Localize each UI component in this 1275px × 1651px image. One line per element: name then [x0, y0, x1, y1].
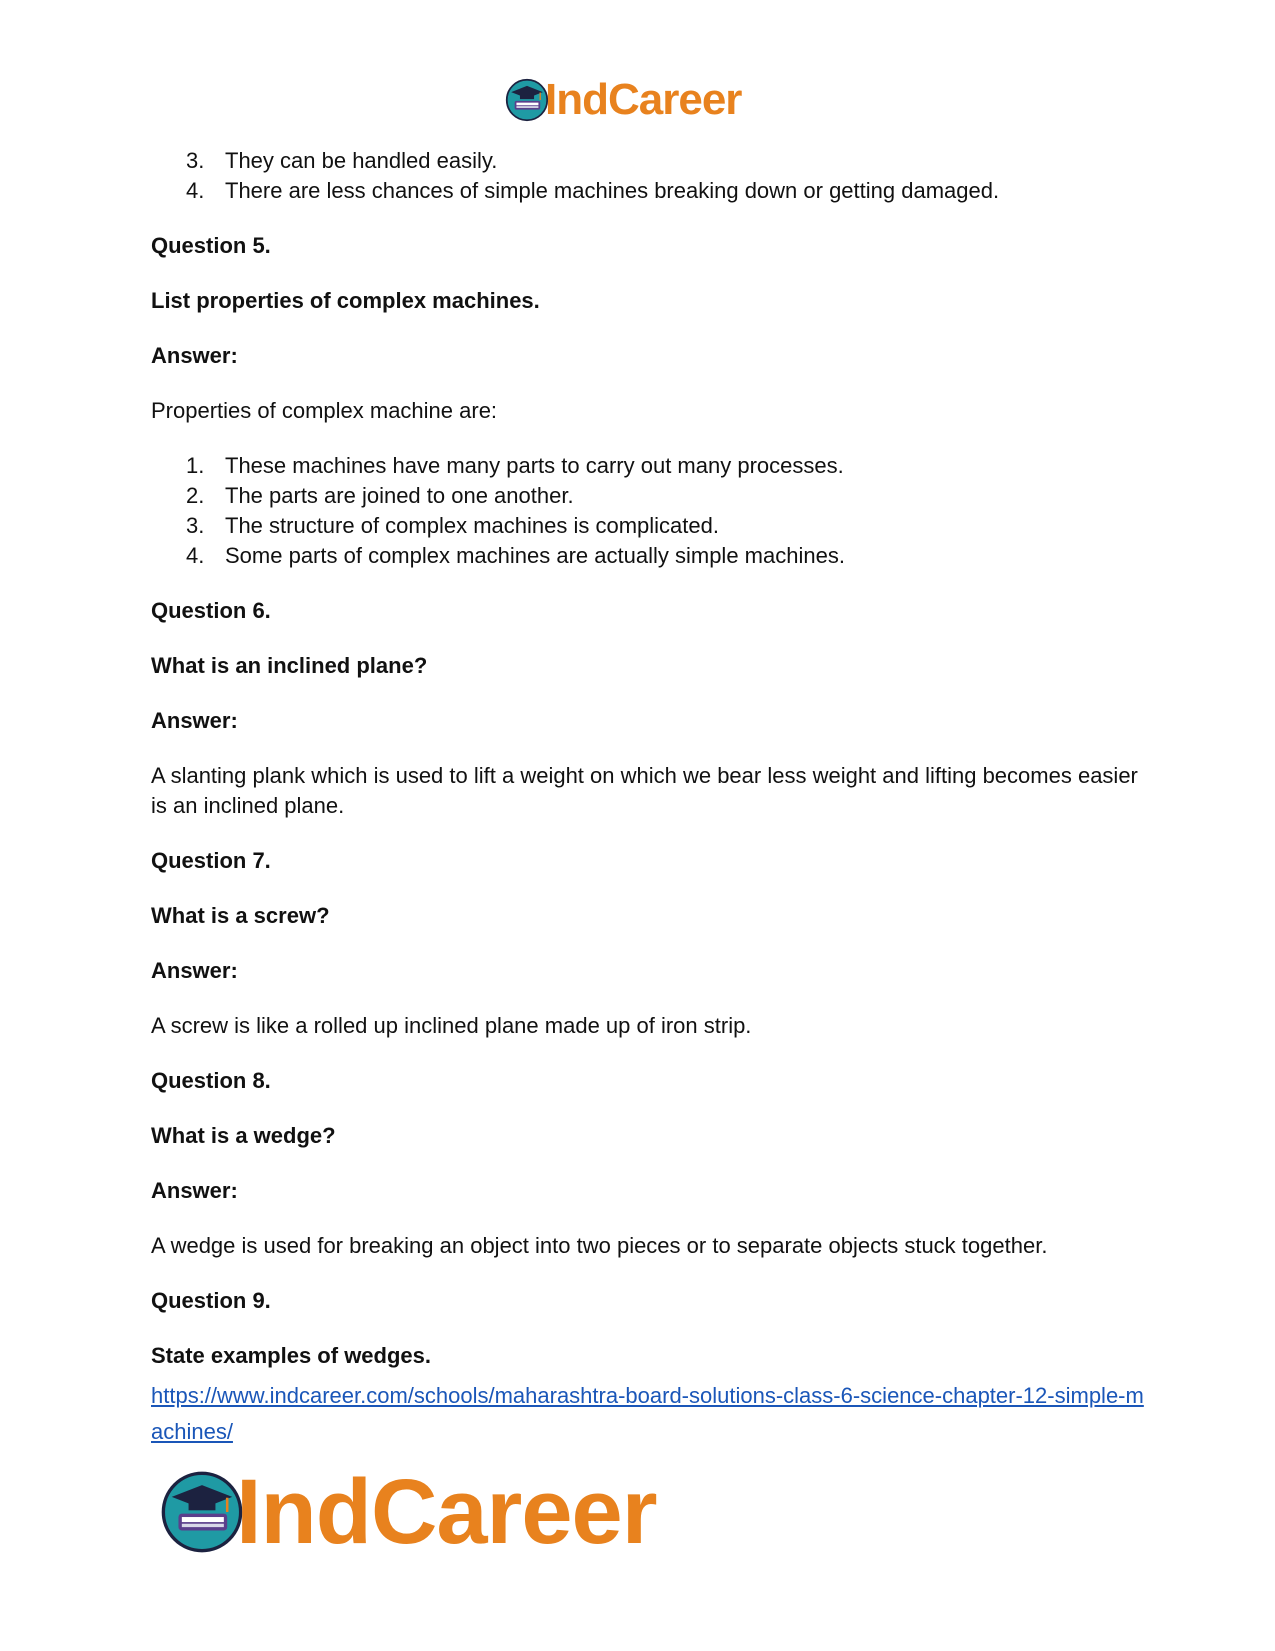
question-text: What is an inclined plane? [151, 653, 428, 678]
continued-list [151, 146, 1151, 206]
answer-text: A wedge is used for breaking an object into two pieces or to separate objects stuck together. [151, 1233, 1048, 1258]
list-item [151, 481, 1151, 511]
list-number: 3. [186, 148, 205, 173]
list-number: 4. [186, 543, 205, 568]
graduation-book-icon [160, 1470, 244, 1554]
list-number: 4. [186, 178, 205, 203]
brand-wordmark: IndCareer [236, 1461, 657, 1563]
answer-label: Answer: [151, 343, 238, 368]
answer-label: Answer: [151, 1178, 238, 1203]
footer-logo [160, 1461, 657, 1563]
question-text: What is a screw? [151, 903, 330, 928]
page-content [151, 146, 1151, 1450]
header-logo [505, 75, 742, 124]
list-item [151, 511, 1151, 541]
question-text: What is a wedge? [151, 1123, 336, 1148]
graduation-book-icon [505, 78, 549, 122]
question-label: Question 9. [151, 1288, 271, 1313]
list-text: These machines have many parts to carry out many processes. [225, 453, 844, 478]
answer-label: Answer: [151, 708, 238, 733]
list-text: The structure of complex machines is complicated. [225, 513, 719, 538]
question-text: List properties of complex machines. [151, 288, 540, 313]
list-item [151, 451, 1151, 481]
list-item [151, 541, 1151, 571]
list-number: 2. [186, 483, 205, 508]
list-text: The parts are joined to one another. [225, 483, 574, 508]
question-text: State examples of wedges. [151, 1343, 431, 1368]
question-label: Question 8. [151, 1068, 271, 1093]
list-item [151, 176, 1151, 206]
list-text: Some parts of complex machines are actually simple machines. [225, 543, 845, 568]
source-link[interactable]: https://www.indcareer.com/schools/maharashtra-board-solutions-class-6-science-chapter-12-simple-machines/ [151, 1383, 1144, 1444]
answer-text: A slanting plank which is used to lift a weight on which we bear less weight and lifting becomes easier is an inclined plane. [151, 763, 1138, 818]
question-label: Question 5. [151, 233, 271, 258]
answer-label: Answer: [151, 958, 238, 983]
question-label: Question 7. [151, 848, 271, 873]
brand-wordmark: IndCareer [545, 75, 742, 124]
list-number: 1. [186, 453, 205, 478]
list-text: They can be handled easily. [225, 148, 498, 173]
list-number: 3. [186, 513, 205, 538]
answer-intro: Properties of complex machine are: [151, 398, 498, 423]
answer-text: A screw is like a rolled up inclined plane made up of iron strip. [151, 1013, 752, 1038]
properties-list [151, 451, 1151, 571]
list-item [151, 146, 1151, 176]
question-label: Question 6. [151, 598, 271, 623]
list-text: There are less chances of simple machines breaking down or getting damaged. [225, 178, 1000, 203]
